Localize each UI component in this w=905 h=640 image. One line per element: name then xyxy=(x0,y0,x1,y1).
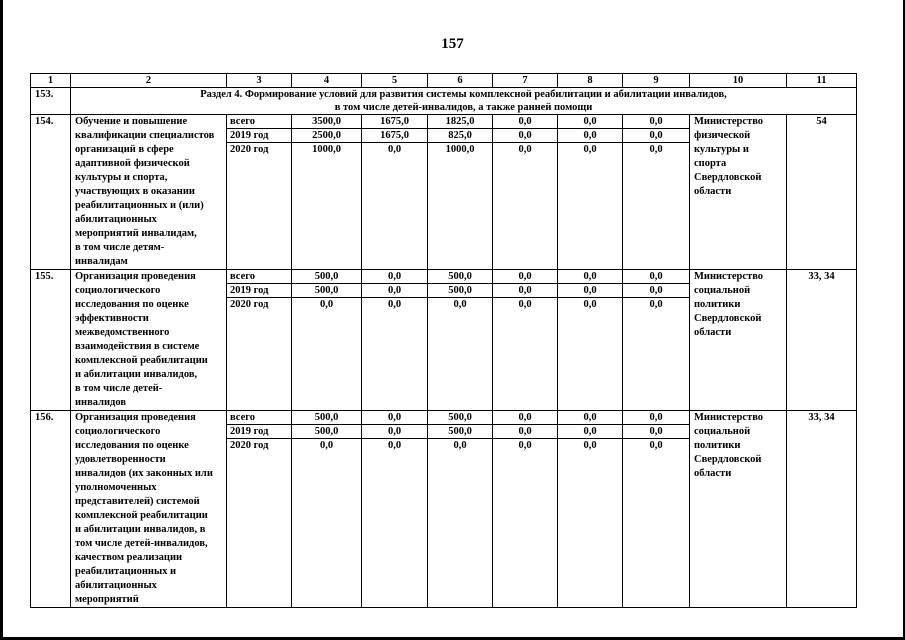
column-header-8: 8 xyxy=(558,74,623,88)
funding-value: 3500,0 xyxy=(292,115,361,129)
funding-value: 0,0 xyxy=(623,284,689,298)
column-header-5: 5 xyxy=(362,74,428,88)
organization-line: социальной xyxy=(694,426,751,437)
funding-value: 0,0 xyxy=(493,284,557,298)
organization-line: культуры и xyxy=(694,144,749,155)
column-4-values xyxy=(292,270,362,411)
funding-value: 0,0 xyxy=(518,440,532,451)
organization-line: области xyxy=(694,186,732,197)
description-line: взаимодействия в системе xyxy=(75,341,200,352)
column-9-values xyxy=(623,115,690,270)
table-row xyxy=(31,270,857,411)
period-label: 2019 год xyxy=(227,425,291,439)
responsible-organization xyxy=(690,115,787,270)
description-line: исследования по оценке xyxy=(75,440,189,451)
column-header-2: 2 xyxy=(71,74,227,88)
funding-value: 0,0 xyxy=(362,284,427,298)
funding-value: 0,0 xyxy=(518,299,532,310)
funding-value: 0,0 xyxy=(387,299,402,310)
column-6-values xyxy=(428,270,493,411)
column-7-values xyxy=(493,411,558,608)
funding-value: 0,0 xyxy=(623,129,689,143)
column-header-4: 4 xyxy=(292,74,362,88)
column-4-values xyxy=(292,411,362,608)
organization-line: спорта xyxy=(694,158,727,169)
responsible-organization xyxy=(690,411,787,608)
row-description xyxy=(71,411,227,608)
description-line: Организация проведения xyxy=(75,271,196,282)
funding-value: 0,0 xyxy=(623,270,689,284)
column-7-values xyxy=(493,270,558,411)
description-line: реабилитационных и xyxy=(75,566,177,577)
column-header-7: 7 xyxy=(493,74,558,88)
funding-value: 500,0 xyxy=(292,270,361,284)
column-8-values xyxy=(558,270,623,411)
organization-line: Министерство xyxy=(694,116,764,127)
responsible-organization xyxy=(690,270,787,411)
funding-value: 2500,0 xyxy=(292,129,361,143)
funding-value: 500,0 xyxy=(292,284,361,298)
column-header-6: 6 xyxy=(428,74,493,88)
description-line: культуры и спорта, xyxy=(75,172,168,183)
target-indicator-ref: 54 xyxy=(787,115,857,270)
row-number: 154. xyxy=(31,115,71,270)
description-line: Организация проведения xyxy=(75,412,196,423)
section-number: 153. xyxy=(31,88,71,115)
funding-value: 0,0 xyxy=(558,270,622,284)
table-row xyxy=(31,411,857,608)
column-header-10: 10 xyxy=(690,74,787,88)
funding-value: 500,0 xyxy=(428,270,492,284)
period-label: 2019 год xyxy=(227,284,291,298)
description-line: уполномоченных xyxy=(75,482,157,493)
row-periods xyxy=(227,411,292,608)
column-8-values xyxy=(558,411,623,608)
organization-line: социальной xyxy=(694,285,751,296)
row-number: 155. xyxy=(31,270,71,411)
column-5-values xyxy=(362,270,428,411)
funding-value: 0,0 xyxy=(558,129,622,143)
column-6-values xyxy=(428,411,493,608)
description-line: адаптивной физической xyxy=(75,158,190,169)
row-number: 156. xyxy=(31,411,71,608)
organization-line: политики xyxy=(694,440,741,451)
description-line: представителей) системой xyxy=(75,496,200,507)
description-line: инвалидам xyxy=(75,256,128,267)
section-row xyxy=(31,88,857,115)
description-line: абилитационных xyxy=(75,214,157,225)
funding-value: 0,0 xyxy=(362,411,427,425)
period-label: 2020 год xyxy=(230,299,269,310)
funding-value: 0,0 xyxy=(583,440,597,451)
organization-line: области xyxy=(694,468,732,479)
target-indicator-ref: 33, 34 xyxy=(787,270,857,411)
header-row xyxy=(31,74,857,88)
description-line: удовлетворенности xyxy=(75,454,166,465)
description-line: в том числе детей- xyxy=(75,383,163,394)
funding-value: 0,0 xyxy=(362,425,427,439)
description-line: и абилитации инвалидов, xyxy=(75,369,198,380)
funding-value: 825,0 xyxy=(428,129,492,143)
funding-value: 500,0 xyxy=(428,284,492,298)
funding-value: 0,0 xyxy=(493,411,557,425)
funding-value: 0,0 xyxy=(623,425,689,439)
description-line: комплексной реабилитации xyxy=(75,355,208,366)
funding-value: 0,0 xyxy=(493,425,557,439)
description-line: реабилитационных и (или) xyxy=(75,200,204,211)
funding-value: 500,0 xyxy=(292,411,361,425)
column-9-values xyxy=(623,270,690,411)
target-indicator-ref: 33, 34 xyxy=(787,411,857,608)
organization-line: Свердловской xyxy=(694,313,762,324)
funding-value: 0,0 xyxy=(649,144,663,155)
funding-value: 0,0 xyxy=(319,299,334,310)
description-line: абилитационных xyxy=(75,580,157,591)
funding-value: 0,0 xyxy=(583,144,597,155)
period-label: 2020 год xyxy=(230,144,269,155)
organization-line: политики xyxy=(694,299,741,310)
funding-value: 0,0 xyxy=(558,411,622,425)
column-header-3: 3 xyxy=(227,74,292,88)
funding-value: 0,0 xyxy=(493,270,557,284)
organization-line: области xyxy=(694,327,732,338)
column-6-values xyxy=(428,115,493,270)
section-title-line-2: в том числе детей-инвалидов, а также ранней помощи xyxy=(334,102,593,113)
funding-value: 500,0 xyxy=(428,425,492,439)
funding-value: 0,0 xyxy=(558,425,622,439)
organization-line: физической xyxy=(694,130,751,141)
period-label: всего xyxy=(227,411,291,425)
funding-value: 0,0 xyxy=(649,440,663,451)
description-line: и абилитации инвалидов, в xyxy=(75,524,206,535)
period-label: всего xyxy=(227,115,291,129)
description-line: межведомственного xyxy=(75,327,170,338)
organization-line: Министерство xyxy=(694,412,764,423)
description-line: том числе детей-инвалидов, xyxy=(75,538,208,549)
funding-value: 0,0 xyxy=(518,144,532,155)
column-header-9: 9 xyxy=(623,74,690,88)
row-description xyxy=(71,270,227,411)
funding-value: 0,0 xyxy=(319,440,334,451)
funding-value: 1675,0 xyxy=(362,115,427,129)
funding-value: 1000,0 xyxy=(312,144,341,155)
row-periods xyxy=(227,115,292,270)
column-9-values xyxy=(623,411,690,608)
funding-value: 0,0 xyxy=(583,299,597,310)
funding-value: 1000,0 xyxy=(445,144,475,155)
funding-value: 0,0 xyxy=(558,115,622,129)
funding-value: 0,0 xyxy=(362,270,427,284)
period-label: всего xyxy=(227,270,291,284)
funding-value: 1825,0 xyxy=(428,115,492,129)
section-title xyxy=(71,88,857,115)
page-number: 157 xyxy=(441,36,464,52)
period-label: 2019 год xyxy=(227,129,291,143)
column-header-11: 11 xyxy=(787,74,857,88)
organization-line: Свердловской xyxy=(694,454,762,465)
column-5-values xyxy=(362,115,428,270)
funding-value: 500,0 xyxy=(292,425,361,439)
column-4-values xyxy=(292,115,362,270)
funding-value: 0,0 xyxy=(453,299,467,310)
period-label: 2020 год xyxy=(230,440,269,451)
program-table xyxy=(30,73,857,608)
description-line: инвалидов (их законных или xyxy=(75,468,213,479)
funding-value: 0,0 xyxy=(387,440,402,451)
description-line: качеством реализации xyxy=(75,552,183,563)
funding-value: 0,0 xyxy=(493,115,557,129)
column-5-values xyxy=(362,411,428,608)
funding-value: 0,0 xyxy=(493,129,557,143)
description-line: инвалидов xyxy=(75,397,127,408)
funding-value: 0,0 xyxy=(453,440,467,451)
funding-value: 500,0 xyxy=(428,411,492,425)
description-line: мероприятий xyxy=(75,594,139,605)
description-line: мероприятий инвалидам, xyxy=(75,228,197,239)
description-line: в том числе детям- xyxy=(75,242,165,253)
funding-value: 0,0 xyxy=(387,144,402,155)
description-line: социологического xyxy=(75,285,161,296)
description-line: организаций в сфере xyxy=(75,144,174,155)
column-header-1: 1 xyxy=(31,74,71,88)
description-line: квалификации специалистов xyxy=(75,130,215,141)
column-8-values xyxy=(558,115,623,270)
section-title-line-1: Раздел 4. Формирование условий для развития системы комплексной реабилитации и абилитации инвалидов, xyxy=(200,89,727,100)
description-line: Обучение и повышение xyxy=(75,116,188,127)
funding-value: 0,0 xyxy=(623,411,689,425)
funding-value: 0,0 xyxy=(623,115,689,129)
funding-value: 1675,0 xyxy=(362,129,427,143)
description-line: социологического xyxy=(75,426,161,437)
organization-line: Министерство xyxy=(694,271,764,282)
funding-value: 0,0 xyxy=(649,299,663,310)
description-line: участвующих в оказании xyxy=(75,186,195,197)
funding-value: 0,0 xyxy=(558,284,622,298)
description-line: комплексной реабилитации xyxy=(75,510,208,521)
table-row xyxy=(31,115,857,270)
row-periods xyxy=(227,270,292,411)
description-line: эффективности xyxy=(75,313,149,324)
column-7-values xyxy=(493,115,558,270)
description-line: исследования по оценке xyxy=(75,299,189,310)
row-description xyxy=(71,115,227,270)
organization-line: Свердловской xyxy=(694,172,762,183)
